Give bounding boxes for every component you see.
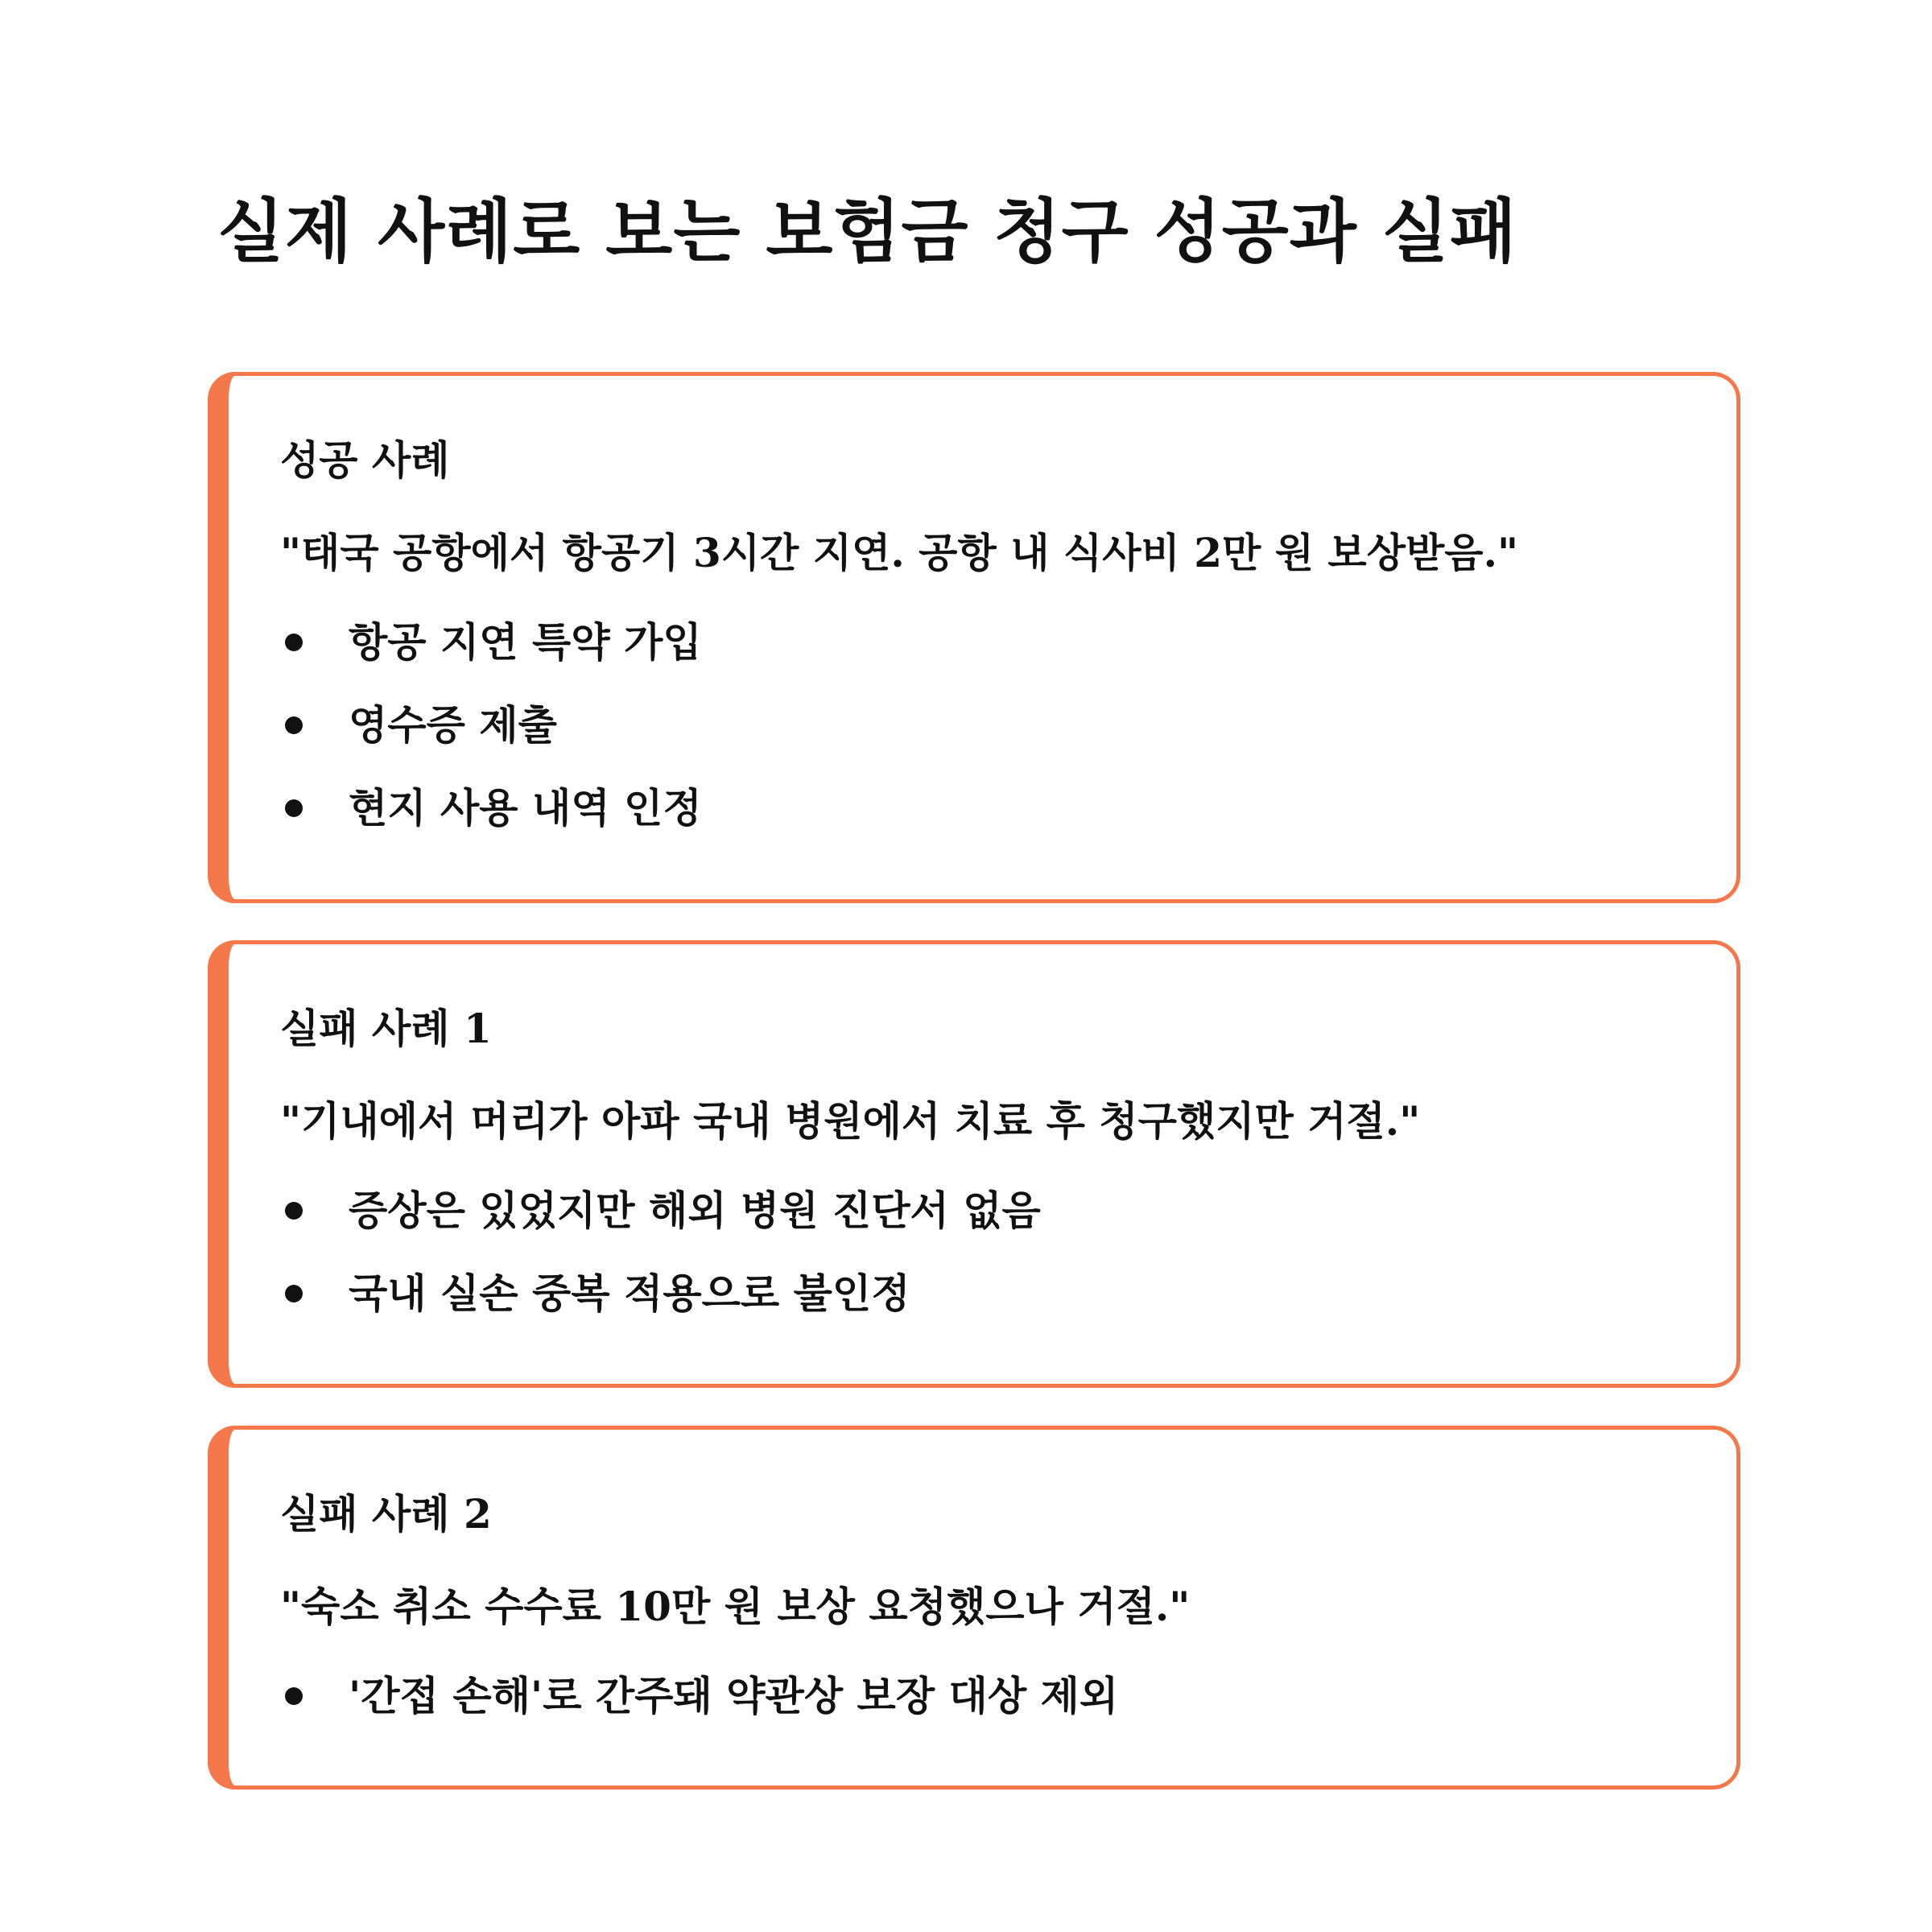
case-title: 실패 사례 2 <box>280 1490 492 1538</box>
case-point-text: 현지 사용 내역 인정 <box>349 784 702 832</box>
bullet-icon <box>285 1285 303 1302</box>
case-title: 성공 사례 <box>280 436 450 484</box>
case-point-text: 국내 실손 중복 적용으로 불인정 <box>349 1269 910 1317</box>
case-quote: "기내에서 머리가 아파 국내 병원에서 치료 후 청구했지만 거절." <box>280 1097 1421 1145</box>
case-point-text: 증상은 있었지만 해외 병원 진단서 없음 <box>349 1187 1041 1234</box>
case-quote: "태국 공항에서 항공기 3시간 지연. 공항 내 식사비 2만 원 보상받음." <box>280 529 1519 576</box>
case-title: 실패 사례 1 <box>280 1005 492 1052</box>
bullet-icon <box>285 1202 303 1220</box>
page-title: 실제 사례로 보는 보험금 청구 성공과 실패 <box>217 192 1517 272</box>
bullet-icon <box>285 799 303 817</box>
case-point-text: 영수증 제출 <box>349 701 557 749</box>
success-case-card <box>208 372 1740 903</box>
case-point-text: 항공 지연 특약 가입 <box>349 618 702 666</box>
failure-case-2-card <box>208 1426 1740 1790</box>
bullet-icon <box>285 634 303 651</box>
case-quote: "숙소 취소 수수료 10만 원 보상 요청했으나 거절." <box>280 1583 1191 1630</box>
bullet-icon <box>285 716 303 734</box>
case-point-text: '간접 손해'로 간주돼 약관상 보장 대상 제외 <box>349 1672 1119 1719</box>
bullet-icon <box>285 1687 303 1705</box>
failure-case-1-card <box>208 940 1740 1388</box>
